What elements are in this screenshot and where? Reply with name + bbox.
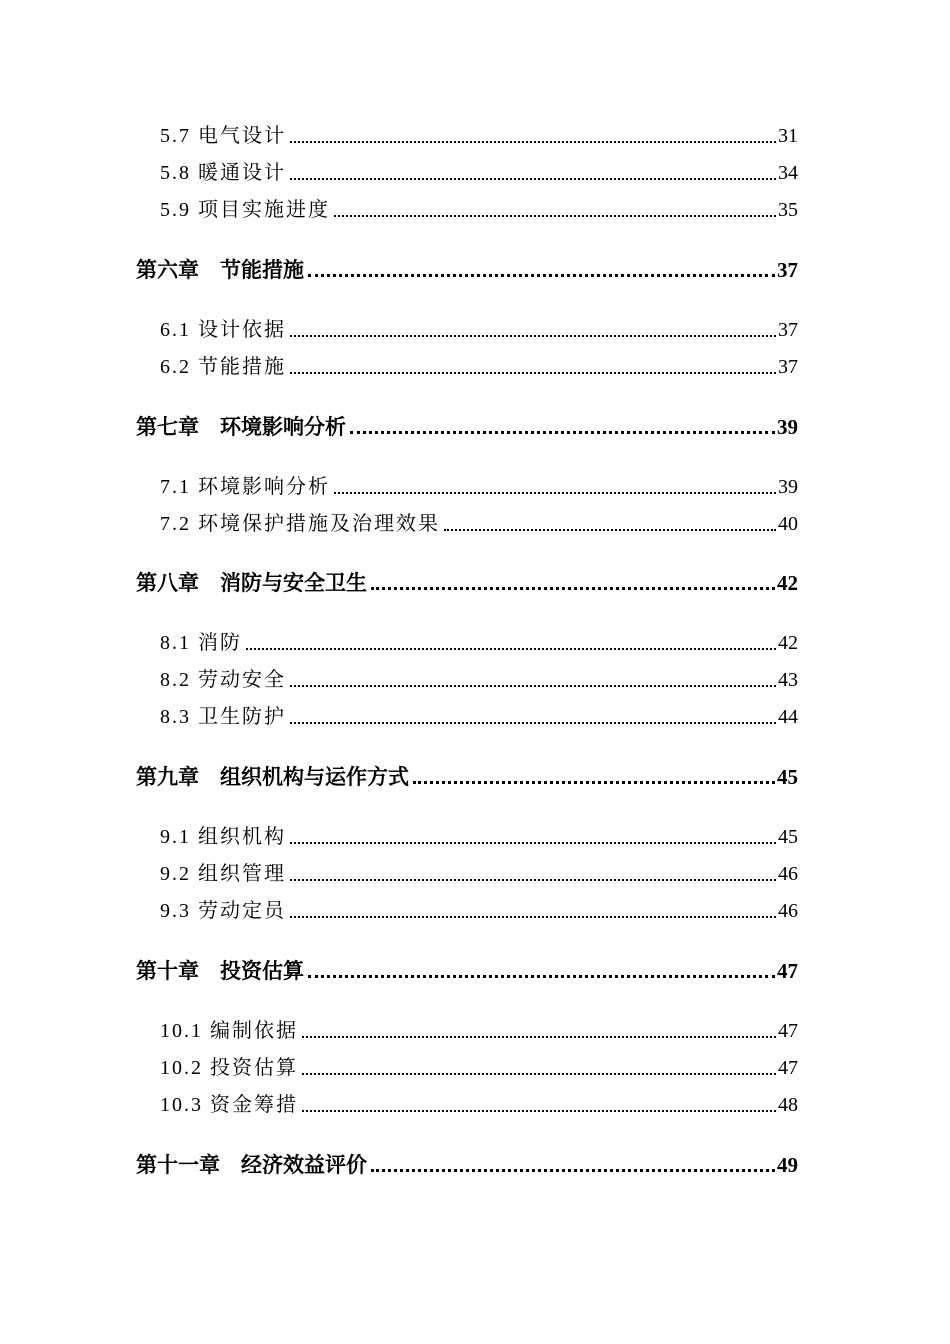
toc-entry-page: 35 xyxy=(778,199,798,221)
toc-entry-label: 7.2 环境保护措施及治理效果 xyxy=(160,513,440,535)
dot-leader xyxy=(290,684,776,687)
dot-leader xyxy=(302,1109,776,1112)
toc-entry-page: 44 xyxy=(778,706,798,728)
toc-chapter-page: 49 xyxy=(777,1153,798,1177)
dot-leader xyxy=(302,1072,776,1075)
toc-entry-label: 8.3 卫生防护 xyxy=(160,706,286,728)
toc-chapter-page: 37 xyxy=(777,258,798,282)
toc-entry-page: 47 xyxy=(778,1057,798,1079)
dot-leader xyxy=(371,586,775,590)
toc-entry-label: 6.2 节能措施 xyxy=(160,356,286,378)
toc-chapter-page: 47 xyxy=(777,959,798,983)
toc-entry[interactable] xyxy=(160,196,798,224)
toc-entry[interactable] xyxy=(160,860,798,888)
toc-entry-label: 5.9 项目实施进度 xyxy=(160,199,330,221)
dot-leader xyxy=(290,878,776,881)
dot-leader xyxy=(290,721,776,724)
dot-leader xyxy=(246,647,776,650)
toc-chapter-page: 45 xyxy=(777,765,798,789)
toc-chapter-label: 第十章 投资估算 xyxy=(136,959,304,983)
dot-leader xyxy=(302,1035,776,1038)
toc-entry[interactable] xyxy=(160,316,798,344)
toc-entry-label: 8.1 消防 xyxy=(160,632,242,654)
toc-chapter-entry[interactable] xyxy=(136,1150,798,1180)
dot-leader xyxy=(290,841,776,844)
toc-chapter-label: 第十一章 经济效益评价 xyxy=(136,1153,367,1177)
dot-leader xyxy=(290,915,776,918)
toc-entry-label: 9.1 组织机构 xyxy=(160,826,286,848)
toc-entry[interactable] xyxy=(160,1017,798,1045)
toc-entry-page: 40 xyxy=(778,513,798,535)
toc-entry-label: 9.2 组织管理 xyxy=(160,863,286,885)
toc-entry-page: 45 xyxy=(778,826,798,848)
dot-leader xyxy=(413,780,775,784)
toc-chapter-entry[interactable] xyxy=(136,762,798,792)
toc-chapter-entry[interactable] xyxy=(136,568,798,598)
toc-entry-page: 37 xyxy=(778,319,798,341)
dot-leader xyxy=(308,273,775,277)
toc-entry-label: 10.3 资金筹措 xyxy=(160,1094,298,1116)
toc-entry[interactable] xyxy=(160,703,798,731)
toc-entry[interactable] xyxy=(160,897,798,925)
toc-entry-label: 10.1 编制依据 xyxy=(160,1020,298,1042)
toc-entry-page: 48 xyxy=(778,1094,798,1116)
toc-entry[interactable] xyxy=(160,510,798,538)
toc-entry[interactable] xyxy=(160,1054,798,1082)
toc-entry-page: 31 xyxy=(778,125,798,147)
toc-entry-label: 5.7 电气设计 xyxy=(160,125,286,147)
toc-entry-page: 46 xyxy=(778,863,798,885)
toc-entry-label: 10.2 投资估算 xyxy=(160,1057,298,1079)
dot-leader xyxy=(290,177,776,180)
toc-chapter-page: 42 xyxy=(777,571,798,595)
toc-entry[interactable] xyxy=(160,823,798,851)
toc-entry[interactable] xyxy=(160,1091,798,1119)
toc-entry-label: 8.2 劳动安全 xyxy=(160,669,286,691)
dot-leader xyxy=(290,140,776,143)
toc-entry-page: 39 xyxy=(778,476,798,498)
toc-entry-label: 6.1 设计依据 xyxy=(160,319,286,341)
toc-chapter-label: 第七章 环境影响分析 xyxy=(136,415,346,439)
dot-leader xyxy=(290,334,776,337)
toc-entry[interactable] xyxy=(160,473,798,501)
toc-entry-page: 34 xyxy=(778,162,798,184)
toc-entry-label: 5.8 暖通设计 xyxy=(160,162,286,184)
toc-chapter-label: 第六章 节能措施 xyxy=(136,258,304,282)
toc-entry[interactable] xyxy=(160,629,798,657)
toc-entry-page: 43 xyxy=(778,669,798,691)
toc-entry[interactable] xyxy=(160,353,798,381)
toc-chapter-entry[interactable] xyxy=(136,255,798,285)
toc-chapter-label: 第八章 消防与安全卫生 xyxy=(136,571,367,595)
toc-entry-page: 47 xyxy=(778,1020,798,1042)
toc-entry[interactable] xyxy=(160,666,798,694)
toc-chapter-entry[interactable] xyxy=(136,956,798,986)
dot-leader xyxy=(334,214,776,217)
dot-leader xyxy=(308,974,775,978)
toc-entry[interactable] xyxy=(160,159,798,187)
toc-entry-label: 9.3 劳动定员 xyxy=(160,900,286,922)
dot-leader xyxy=(290,371,776,374)
toc-chapter-page: 39 xyxy=(777,415,798,439)
toc-entry-page: 37 xyxy=(778,356,798,378)
toc-chapter-label: 第九章 组织机构与运作方式 xyxy=(136,765,409,789)
dot-leader xyxy=(334,491,776,494)
toc-chapter-entry[interactable] xyxy=(136,412,798,442)
toc-entry[interactable] xyxy=(160,122,798,150)
dot-leader xyxy=(371,1168,775,1172)
dot-leader xyxy=(350,430,775,434)
dot-leader xyxy=(444,528,776,531)
toc-entry-label: 7.1 环境影响分析 xyxy=(160,476,330,498)
toc-entry-page: 42 xyxy=(778,632,798,654)
toc-entry-page: 46 xyxy=(778,900,798,922)
